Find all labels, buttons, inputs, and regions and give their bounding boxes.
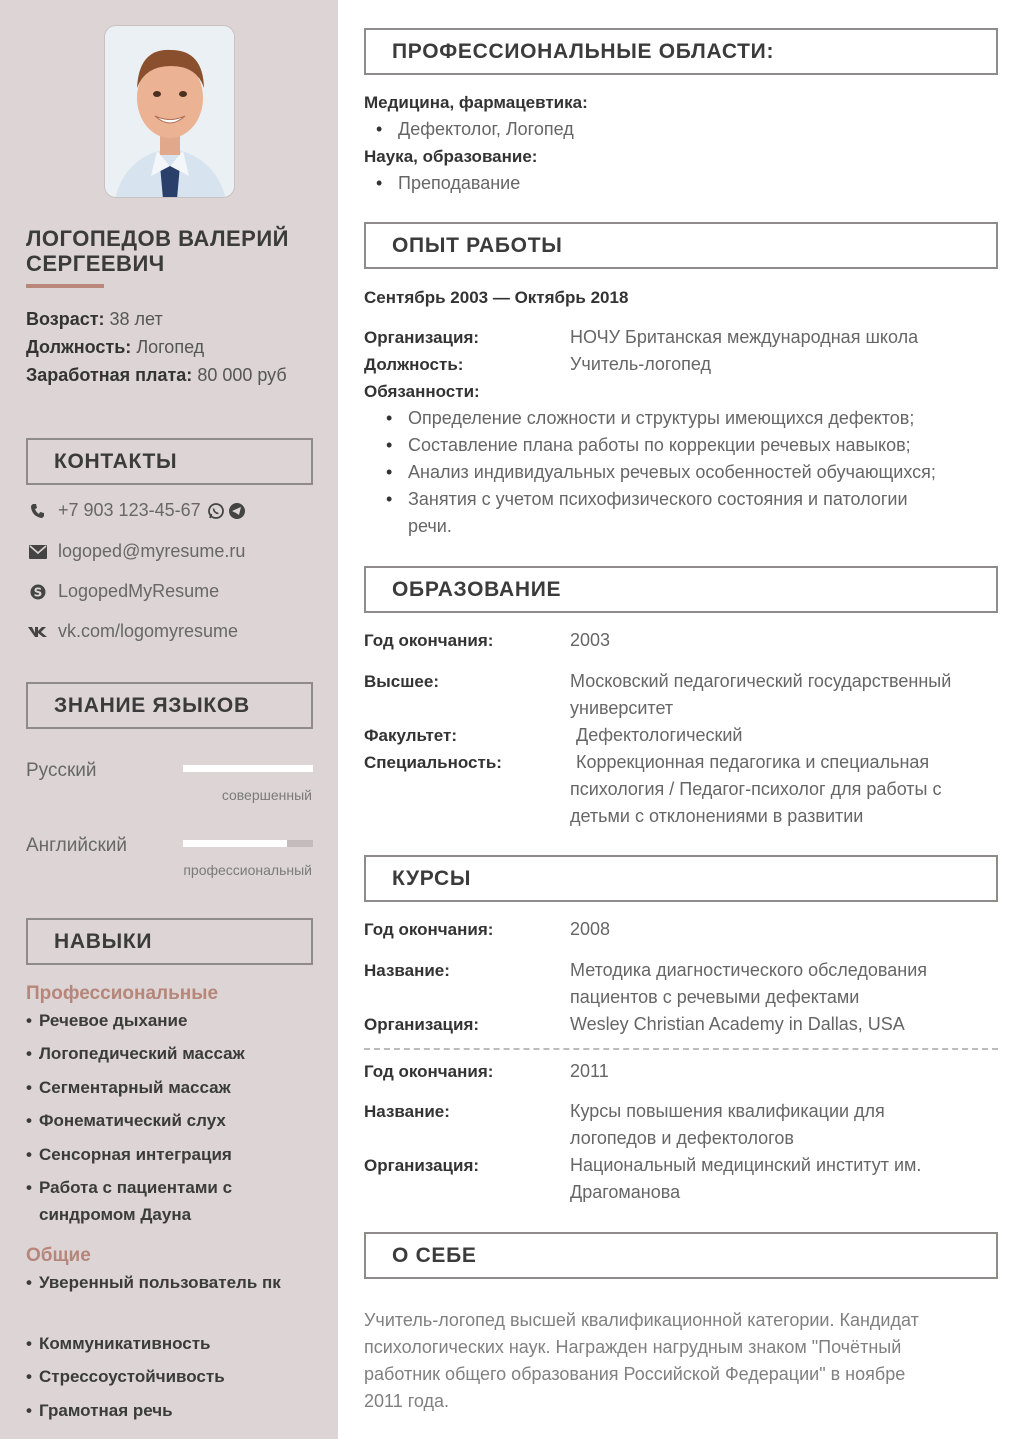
experience-org-label: Организация: (364, 328, 480, 347)
contact-skype[interactable]: S LogopedMyResume (26, 581, 326, 602)
course-divider (364, 1048, 998, 1050)
name-underline (26, 284, 104, 288)
experience-position-label: Должность: (364, 355, 464, 374)
course-year: 2008 (570, 919, 611, 939)
svg-text:S: S (33, 585, 43, 599)
education-faculty: Дефектологический (576, 725, 743, 745)
education-spec-label: Специальность: (364, 753, 502, 772)
duty-item: • Занятия с учетом психофизического состояния и патологии (364, 486, 908, 513)
about-line: работник общего образования Российской Федерации" в ноябре (364, 1364, 906, 1384)
language-level: совершенный (221, 787, 312, 803)
skill-item: • Работа с пациентами с синдромом Дауна (26, 1174, 288, 1228)
about-line: психологических наук. Награжден нагрудным знаком "Почётный (364, 1337, 902, 1357)
education-higher: Московский педагогический государственный (570, 671, 952, 691)
areas-heading: ПРОФЕССИОНАЛЬНЫЕ ОБЛАСТИ: (364, 28, 998, 75)
skills-general-label: Общие (26, 1245, 91, 1266)
duty-item: • Определение сложности и структуры имеющихся дефектов; (364, 405, 914, 432)
course-org-cont: Драгоманова (570, 1182, 681, 1202)
education-higher-label: Высшее: (364, 672, 439, 691)
profile-photo (104, 25, 235, 198)
course-year: 2011 (570, 1061, 609, 1081)
skill-item: • Речевое дыхание (26, 1007, 316, 1034)
skill-item: • Логопедический массаж (26, 1040, 316, 1067)
area-item: • Дефектолог, Логопед (364, 116, 574, 143)
skype-icon (26, 583, 50, 601)
language-level-bar (183, 840, 313, 847)
education-faculty-label: Факультет: (364, 726, 458, 745)
experience-position: Учитель-логопед (570, 354, 711, 374)
education-spec: Коррекционная педагогика и специальная (576, 752, 930, 772)
education-year: 2003 (570, 630, 611, 650)
skills-heading: НАВЫКИ (26, 918, 313, 965)
mail-icon (26, 545, 50, 559)
skill-item: • Уверенный пользователь пк (26, 1269, 301, 1296)
education-spec-cont: психология / Педагог-психолог для работы с (570, 779, 942, 799)
course-name-cont: пациентов с речевыми дефектами (570, 987, 860, 1007)
education-spec-cont: детьми с отклонениями в развитии (570, 806, 864, 826)
skill-item: • Фонематический слух (26, 1107, 316, 1134)
about-text (364, 1307, 994, 1415)
course-org: Национальный медицинский институт им. (570, 1155, 922, 1175)
language-level-bar (183, 765, 313, 772)
course-name: Методика диагностического обследования (570, 960, 928, 980)
courses-heading: КУРСЫ (364, 855, 998, 902)
experience-heading: ОПЫТ РАБОТЫ (364, 222, 998, 269)
personal-facts (26, 305, 316, 389)
fact-position: Должность: Логопед (26, 337, 205, 357)
language-level: профессиональный (183, 862, 312, 878)
about-heading: О СЕБЕ (364, 1232, 998, 1279)
duty-item: • Анализ индивидуальных речевых особенностей обучающихся; (364, 459, 936, 486)
area-group: Наука, образование: (364, 147, 538, 166)
languages-heading: ЗНАНИЕ ЯЗЫКОВ (26, 682, 313, 729)
contact-vk[interactable]: vk.com/logomyresume (26, 621, 326, 642)
language-name: Русский (26, 760, 97, 781)
experience-duties-label: Обязанности: (364, 382, 480, 401)
skill-item: • Коммуникативность (26, 1330, 316, 1357)
skill-item: • Сегментарный массаж (26, 1074, 316, 1101)
duty-item: • Составление плана работы по коррекции речевых навыков; (364, 432, 911, 459)
course-year-label: Год окончания: (364, 1062, 494, 1081)
experience-org: НОЧУ Британская международная школа (570, 327, 919, 347)
course-name-cont: логопедов и дефектологов (570, 1128, 794, 1148)
skills-professional-label: Профессиональные (26, 983, 219, 1004)
main-column (338, 0, 1024, 1439)
course-name-label: Название: (364, 961, 450, 980)
contact-email[interactable]: logoped@myresume.ru (26, 541, 326, 562)
course-org: Wesley Christian Academy in Dallas, USA (570, 1014, 905, 1034)
contact-phone[interactable]: +7 903 123-45-67 (26, 500, 326, 521)
area-item: • Преподавание (364, 170, 520, 197)
course-name-label: Название: (364, 1102, 450, 1121)
skill-item: • Стрессоустойчивость (26, 1363, 316, 1390)
duty-item-continued: речи. (408, 516, 452, 536)
skill-item: • Грамотная речь (26, 1397, 316, 1424)
telegram-icon[interactable] (228, 502, 246, 520)
phone-icon (26, 503, 50, 519)
education-heading: ОБРАЗОВАНИЕ (364, 566, 998, 613)
about-line: 2011 года. (364, 1391, 450, 1411)
language-level-fill (183, 765, 313, 772)
area-group: Медицина, фармацевтика: (364, 93, 588, 112)
experience-period: Сентябрь 2003 — Октябрь 2018 (364, 288, 629, 307)
course-org-label: Организация: (364, 1015, 480, 1034)
education-year-label: Год окончания: (364, 631, 494, 650)
course-year-label: Год окончания: (364, 920, 494, 939)
about-line: Учитель-логопед высшей квалификационной категории. Кандидат (364, 1310, 919, 1330)
language-level-fill (183, 840, 287, 847)
language-name: Английский (26, 835, 128, 856)
sidebar (0, 0, 338, 1439)
whatsapp-icon[interactable] (207, 502, 225, 520)
fact-age: Возраст: 38 лет (26, 309, 163, 329)
education-higher-cont: университет (570, 698, 674, 718)
person-name: ЛОГОПЕДОВ ВАЛЕРИЙ СЕРГЕЕВИЧ (26, 226, 289, 276)
fact-salary: Заработная плата: 80 000 руб (26, 365, 287, 385)
skill-item: • Сенсорная интеграция (26, 1141, 316, 1168)
contacts-heading: КОНТАКТЫ (26, 438, 313, 485)
course-org-label: Организация: (364, 1156, 480, 1175)
course-name: Курсы повышения квалификации для (570, 1101, 885, 1121)
vk-icon (26, 626, 50, 638)
